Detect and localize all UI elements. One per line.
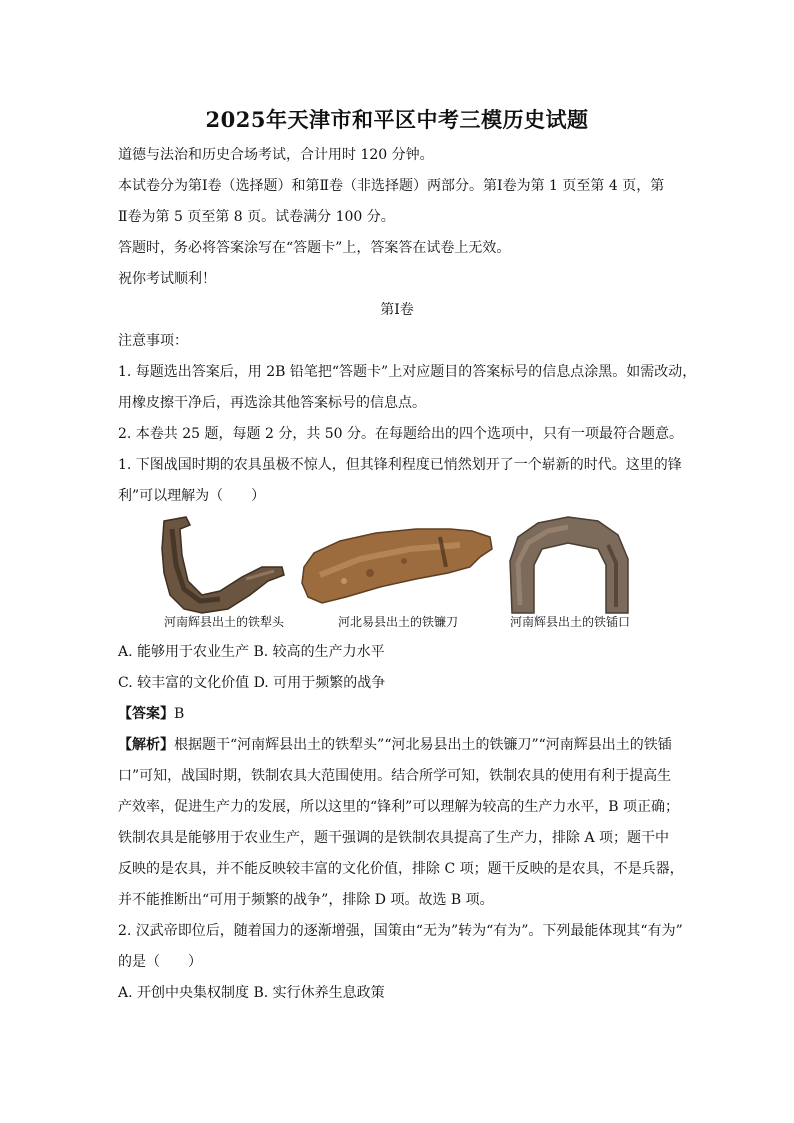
analysis-text-1: 根据题干“河南辉县出土的铁犁头”“河北易县出土的铁镰刀”“河南辉县出土的铁锸 (174, 737, 672, 753)
notice-item-2: 2. 本卷共 25 题，每题 2 分，共 50 分。在每题给出的四个选项中，只有一项最符合题意。 (118, 426, 684, 442)
notice-item-1: 1. 每题选出答案后，用 2B 铅笔把“答题卡”上对应题目的答案标号的信息点涂黑。如需改动， (118, 364, 697, 380)
notice-heading: 注意事项： (118, 333, 188, 349)
q1-analysis-line-4: 铁制农具是能够用于农业生产，题干强调的是铁制农具提高了生产力，排除 A 项；题干中 (118, 830, 670, 846)
q2-options-line-1: A. 开创中央集权制度 B. 实行休养生息政策 (118, 985, 385, 1001)
caption-plowshare: 河南辉县出土的铁犁头 (163, 615, 284, 629)
intro-line-2: 本试卷分为第Ⅰ卷（选择题）和第Ⅱ卷（非选择题）两部分。第Ⅰ卷为第 1 页至第 4 页，第 (118, 178, 665, 194)
notice-item-1-cont: 用橡皮擦干净后，再选涂其他答案标号的信息点。 (118, 395, 426, 411)
caption-sickle: 河北易县出土的铁镰刀 (337, 615, 458, 629)
q1-answer (118, 704, 690, 724)
q1-analysis-line-1 (118, 735, 690, 755)
answer-value: B (174, 706, 185, 722)
caption-spade-edge: 河南辉县出土的铁锸口 (509, 615, 630, 629)
intro-line-3: Ⅱ卷为第 5 页至第 8 页。试卷满分 100 分。 (118, 209, 395, 225)
q1-analysis-line-5: 反映的是农具，并不能反映较丰富的文化价值，排除 C 项；题干反映的是农具，不是兵器， (118, 861, 684, 877)
iron-plowshare-image (150, 515, 290, 615)
q1-figures (150, 515, 640, 635)
q1-analysis-line-6: 并不能推断出“可用于频繁的战争”，排除 D 项。故选 B 项。 (118, 892, 494, 908)
answer-label: 【答案】 (118, 706, 174, 722)
iron-sickle-image (300, 515, 496, 615)
q1-analysis-line-3: 产效率，促进生产力的发展，所以这里的“锋利”可以理解为较高的生产力水平，B 项正确； (118, 799, 680, 815)
page-title: 2025年天津市和平区中考三模历史试题 (205, 107, 589, 132)
q1-options-line-1: A. 能够用于农业生产 B. 较高的生产力水平 (118, 644, 385, 660)
q2-stem-line-1: 2. 汉武帝即位后，随着国力的逐渐增强，国策由“无为”转为“有为”。下列最能体现其“有为” (118, 923, 683, 939)
q1-options-line-2: C. 较丰富的文化价值 D. 可用于频繁的战争 (118, 675, 386, 691)
intro-line-4: 答题时，务必将答案涂写在“答题卡”上，答案答在试卷上无效。 (118, 240, 511, 256)
section-title: 第Ⅰ卷 (380, 302, 414, 318)
intro-line-1: 道德与法治和历史合场考试，合计用时 120 分钟。 (118, 147, 434, 163)
analysis-label: 【解析】 (118, 737, 174, 753)
q2-stem-line-2: 的是（ ） (118, 954, 202, 970)
q1-stem-line-2: 利”可以理解为（ ） (118, 488, 266, 504)
intro-line-5: 祝你考试顺利！ (118, 271, 216, 287)
q1-analysis-line-2: 口”可知，战国时期，铁制农具大范围使用。结合所学可知，铁制农具的使用有利于提高生 (118, 768, 672, 784)
iron-spade-edge-image (504, 515, 634, 615)
q1-stem-line-1: 1. 下图战国时期的农具虽极不惊人，但其锋利程度已悄然划开了一个崭新的时代。这里的锋 (118, 457, 682, 473)
